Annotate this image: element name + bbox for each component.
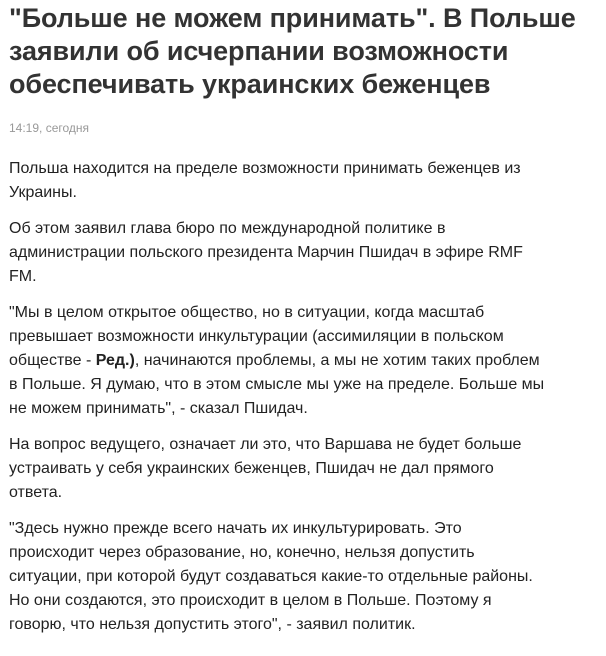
headline-line: обеспечивать украинских беженцев — [9, 69, 491, 99]
paragraph-line: превышает возможности инкультурации (ассимиляции в польском — [9, 328, 504, 345]
article-timestamp — [9, 121, 606, 135]
paragraph-line: FM. — [9, 268, 37, 285]
paragraph-line: говорю, что нельзя допустить этого", - заявил политик. — [9, 616, 416, 633]
paragraph-line — [9, 349, 606, 373]
paragraph-line: На вопрос ведущего, означает ли это, что Варшава не будет больше — [9, 436, 522, 453]
paragraph — [9, 433, 606, 505]
paragraph-line: "Мы в целом открытое общество, но в ситуации, когда масштаб — [9, 304, 485, 321]
paragraph — [9, 217, 606, 289]
paragraph — [9, 157, 606, 205]
paragraph-line: происходит через образование, но, конечно, нельзя допустить — [9, 544, 475, 561]
publish-time: 14:19 — [9, 121, 40, 135]
paragraph-line: администрации польского президента Марчин Пшидач в эфире RMF — [9, 244, 523, 261]
headline-line: "Больше не можем принимать". В Польше — [9, 3, 576, 33]
paragraph-line: Польша находится на пределе возможности принимать беженцев из — [9, 160, 521, 177]
text-segment: , начинаются проблемы, а мы не хотим таких проблем — [134, 352, 540, 369]
paragraph-line: Украины. — [9, 184, 77, 201]
article-body — [9, 157, 606, 637]
paragraph-line: ситуации, при которой будут создаваться какие-то отдельные районы. — [9, 568, 533, 585]
paragraph — [9, 301, 606, 421]
paragraph-line: ответа. — [9, 484, 63, 501]
paragraph-line: Но они создаются, это происходит в целом в Польше. Поэтому я — [9, 592, 492, 609]
paragraph-line: не можем принимать", - сказал Пшидач. — [9, 400, 308, 417]
text-segment: обществе - — [9, 352, 96, 369]
paragraph — [9, 517, 606, 637]
paragraph-line: в Польше. Я думаю, что в этом смысле мы уже на пределе. Больше мы — [9, 376, 545, 393]
article — [9, 2, 606, 649]
paragraph-line: "Здесь нужно прежде всего начать их инкультурировать. Это — [9, 520, 462, 537]
headline-line: заявили об исчерпании возможности — [9, 36, 509, 66]
article-headline — [9, 2, 606, 101]
publish-date-label: , сегодня — [39, 121, 90, 135]
editor-note: Ред.) — [95, 352, 135, 369]
paragraph-line: устраивать у себя украинских беженцев, Пшидач не дал прямого — [9, 460, 494, 477]
paragraph-line: Об этом заявил глава бюро по международной политике в — [9, 220, 446, 237]
